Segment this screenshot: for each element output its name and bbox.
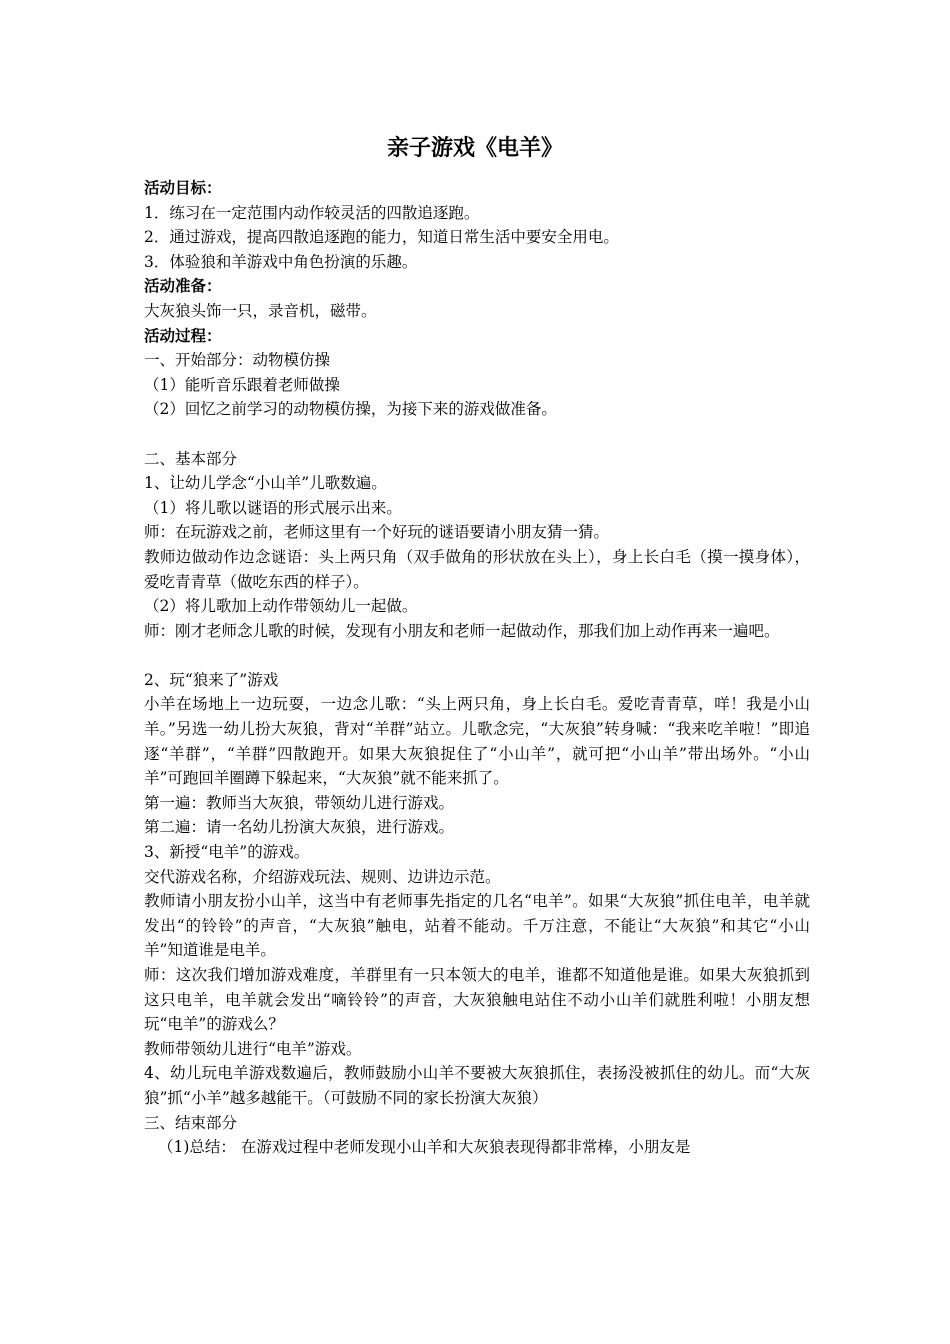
paragraph: （2）回忆之前学习的动物模仿操，为接下来的游戏做准备。 bbox=[144, 400, 557, 419]
blank-line bbox=[144, 422, 810, 447]
paragraph: 第二遍：请一名幼儿扮演大灰狼，进行游戏。 bbox=[144, 818, 455, 837]
paragraph: 3、新授“电羊”的游戏。 bbox=[144, 843, 310, 862]
paragraph: 2．通过游戏，提高四散追逐跑的能力，知道日常生活中要安全用电。 bbox=[144, 228, 619, 247]
paragraph: 教师请小朋友扮小山羊，这当中有老师事先指定的几名“电羊”。如果“大灰狼”抓住电羊，电羊就发出“的铃铃”的声音，“大灰狼”触电，站着不能动。千万注意，不能让“大灰狼”和其它“小山羊”知道谁是电羊。 bbox=[144, 892, 810, 960]
paragraph: 交代游戏名称，介绍游戏玩法、规则、边讲边示范。 bbox=[144, 867, 501, 886]
paragraph: 3．体验狼和羊游戏中角色扮演的乐趣。 bbox=[144, 252, 418, 271]
paragraph: 一、开始部分：动物模仿操 bbox=[144, 351, 331, 370]
paragraph: 2、玩“狼来了”游戏 bbox=[144, 670, 279, 689]
paragraph: 教师边做动作边念谜语：头上两只角（双手做角的形状放在头上），身上长白毛（摸一摸身体），爱吃青青草（做吃东西的样子）。 bbox=[144, 547, 810, 591]
paragraph: 师：刚才老师念儿歌的时候，发现有小朋友和老师一起做动作，那我们加上动作再来一遍吧。 bbox=[144, 621, 780, 640]
section-heading: 活动目标： bbox=[144, 179, 222, 197]
paragraph: （1)总结： 在游戏过程中老师发现小山羊和大灰狼表现得都非常棒，小朋友是 bbox=[158, 1138, 691, 1157]
paragraph: 大灰狼头饰一只，录音机，磁带。 bbox=[144, 301, 377, 320]
paragraph: 师：这次我们增加游戏难度，羊群里有一只本领大的电羊，谁都不知道他是谁。如果大灰狼抓到这只电羊，电羊就会发出“嘀铃铃”的声音，大灰狼触电站住不动小山羊们就胜利啦！小朋友想玩“电羊”的游戏么？ bbox=[144, 966, 810, 1034]
paragraph: 二、基本部分 bbox=[144, 449, 238, 468]
paragraph: 1、让幼儿学念“小山羊”儿歌数遍。 bbox=[144, 474, 387, 493]
document-body bbox=[144, 176, 810, 1160]
paragraph: （1）将儿歌以谜语的形式展示出来。 bbox=[144, 498, 402, 517]
blank-line bbox=[144, 643, 810, 668]
paragraph: 小羊在场地上一边玩耍，一边念儿歌：“头上两只角，身上长白毛。爱吃青青草，咩！我是小山羊。”另选一幼儿扮大灰狼，背对“羊群”站立。儿歌念完，“大灰狼”转身喊：“我来吃羊啦！”即追逐“羊群”，“羊群”四散跑开。如果大灰狼捉住了“小山羊”，就可把“小山羊”带出场外。“小山羊”可跑回羊圈蹲下躲起来，“大灰狼”就不能来抓了。 bbox=[144, 695, 810, 788]
section-heading: 活动准备： bbox=[144, 277, 222, 296]
paragraph: （1）能听音乐跟着老师做操 bbox=[144, 375, 340, 394]
paragraph: （2）将儿歌加上动作带领幼儿一起做。 bbox=[144, 597, 418, 616]
paragraph: 第一遍：教师当大灰狼，带领幼儿进行游戏。 bbox=[144, 793, 455, 812]
section-heading: 活动过程： bbox=[144, 326, 222, 345]
paragraph: 教师带领幼儿进行“电羊”游戏。 bbox=[144, 1039, 362, 1058]
paragraph: 三、结束部分 bbox=[144, 1113, 238, 1132]
paragraph: 师：在玩游戏之前，老师这里有一个好玩的谜语要请小朋友猜一猜。 bbox=[144, 523, 610, 542]
paragraph: 1．练习在一定范围内动作较灵活的四散追逐跑。 bbox=[144, 203, 480, 222]
document-title: 亲子游戏《电羊》 bbox=[386, 136, 563, 161]
paragraph: 4、幼儿玩电羊游戏数遍后，教师鼓励小山羊不要被大灰狼抓住，表扬没被抓住的幼儿。而“大灰狼”抓“小羊”越多越能干。（可鼓励不同的家长扮演大灰狼） bbox=[144, 1064, 810, 1107]
